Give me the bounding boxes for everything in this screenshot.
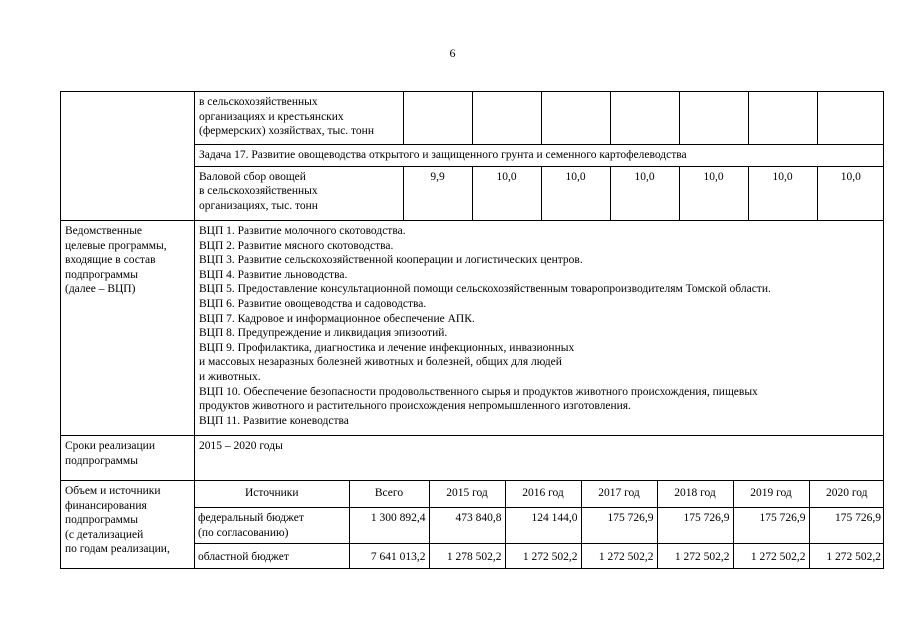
value-total: 1 300 892,4 (349, 508, 429, 544)
source-name: федеральный бюджет (по согласованию) (195, 508, 349, 544)
vcp-list (195, 221, 884, 436)
financing-label: Объем и источники финансирования подпрограммы (с детализацией по годам реализации, (61, 481, 195, 569)
value-2016: 1 272 502,2 (505, 544, 581, 568)
source-name: областной бюджет (195, 544, 349, 568)
financing-table (195, 481, 884, 568)
value-2015: 1 278 502,2 (429, 544, 505, 568)
vcp-item: ВЦП 11. Развитие коневодства (199, 414, 349, 427)
indicator-label: в сельскохозяйственных организациях и крестьянских (фермерских) хозяйствах, тыс. тонн (195, 92, 403, 144)
indicator-label: Валовой сбор овощей в сельскохозяйственных организациях, тыс. тонн (195, 166, 403, 220)
value-cell (403, 92, 472, 144)
value-2020: 1 272 502,2 (809, 544, 884, 568)
task-17-heading: Задача 17. Развитие овощеводства открытого и защищенного грунта и семенного картофелеводства (195, 144, 884, 166)
financing-row (61, 481, 884, 569)
value-2020: 175 726,9 (809, 508, 884, 544)
header-2015: 2015 год (429, 481, 505, 508)
value-total: 7 641 013,2 (349, 544, 429, 568)
header-2019: 2019 год (733, 481, 809, 508)
value-2016: 124 144,0 (505, 508, 581, 544)
indicators-row (61, 92, 884, 221)
value-2017: 10,0 (610, 166, 679, 220)
value-2015: 473 840,8 (429, 508, 505, 544)
value-2014: 9,9 (403, 166, 472, 220)
vcp-item: ВЦП 10. Обеспечение безопасности продовольственного сырья и продуктов животного происхождения, пищевых (199, 385, 758, 398)
value-2015: 10,0 (472, 166, 541, 220)
vcp-item: ВЦП 8. Предупреждение и ликвидация эпизоотий. (199, 327, 448, 340)
vcp-item: ВЦП 3. Развитие сельскохозяйственной кооперации и логистических центров. (199, 254, 583, 267)
vcp-item: продуктов животного и растительного происхождения непромышленного изготовления. (199, 400, 631, 413)
header-sources: Источники (195, 481, 349, 508)
value-cell (679, 92, 748, 144)
financing-row-federal (195, 508, 884, 544)
indicators-table (195, 92, 884, 220)
indicator-row-veg (195, 166, 884, 220)
value-cell (817, 92, 884, 144)
value-2019: 175 726,9 (733, 508, 809, 544)
value-2020: 10,0 (817, 166, 884, 220)
vcp-item: и животных. (199, 370, 261, 383)
header-2020: 2020 год (809, 481, 884, 508)
vcp-item: ВЦП 7. Кадровое и информационное обеспечение АПК. (199, 312, 475, 325)
terms-label: Сроки реализации подпрограммы (61, 436, 195, 481)
passport-table (60, 91, 884, 569)
header-2018: 2018 год (657, 481, 733, 508)
value-cell (748, 92, 817, 144)
value-cell (610, 92, 679, 144)
vcp-item: ВЦП 5. Предоставление консультационной помощи сельскохозяйственным товаропроизводителям Томской области. (199, 283, 771, 296)
header-total: Всего (349, 481, 429, 508)
vcp-label: Ведомственные целевые программы, входящие в состав подпрограммы (далее – ВЦП) (61, 221, 195, 436)
indicators-label-cell (61, 92, 195, 221)
header-2016: 2016 год (505, 481, 581, 508)
indicator-row-top (195, 92, 884, 144)
value-cell (541, 92, 610, 144)
vcp-item: ВЦП 4. Развитие льноводства. (199, 268, 348, 281)
terms-row (61, 436, 884, 481)
value-2018: 1 272 502,2 (657, 544, 733, 568)
vcp-item: ВЦП 6. Развитие овощеводства и садоводства. (199, 297, 427, 310)
task-row (195, 144, 884, 166)
value-2016: 10,0 (541, 166, 610, 220)
financing-header-row (195, 481, 884, 508)
financing-cell (195, 481, 884, 569)
value-2018: 10,0 (679, 166, 748, 220)
vcp-item: ВЦП 9. Профилактика, диагностика и лечение инфекционных, инвазионных (199, 341, 575, 354)
value-2018: 175 726,9 (657, 508, 733, 544)
vcp-item: ВЦП 2. Развитие мясного скотоводства. (199, 239, 394, 252)
value-2019: 1 272 502,2 (733, 544, 809, 568)
value-2017: 1 272 502,2 (581, 544, 657, 568)
financing-row-regional (195, 544, 884, 568)
indicators-cell (195, 92, 884, 221)
value-2019: 10,0 (748, 166, 817, 220)
value-cell (472, 92, 541, 144)
vcp-row (61, 221, 884, 436)
header-2017: 2017 год (581, 481, 657, 508)
page-number: 6 (449, 46, 456, 60)
value-2017: 175 726,9 (581, 508, 657, 544)
terms-value: 2015 – 2020 годы (195, 436, 884, 481)
vcp-item: и массовых незаразных болезней животных и болезней, общих для людей (199, 356, 562, 369)
vcp-item: ВЦП 1. Развитие молочного скотоводства. (199, 225, 406, 237)
